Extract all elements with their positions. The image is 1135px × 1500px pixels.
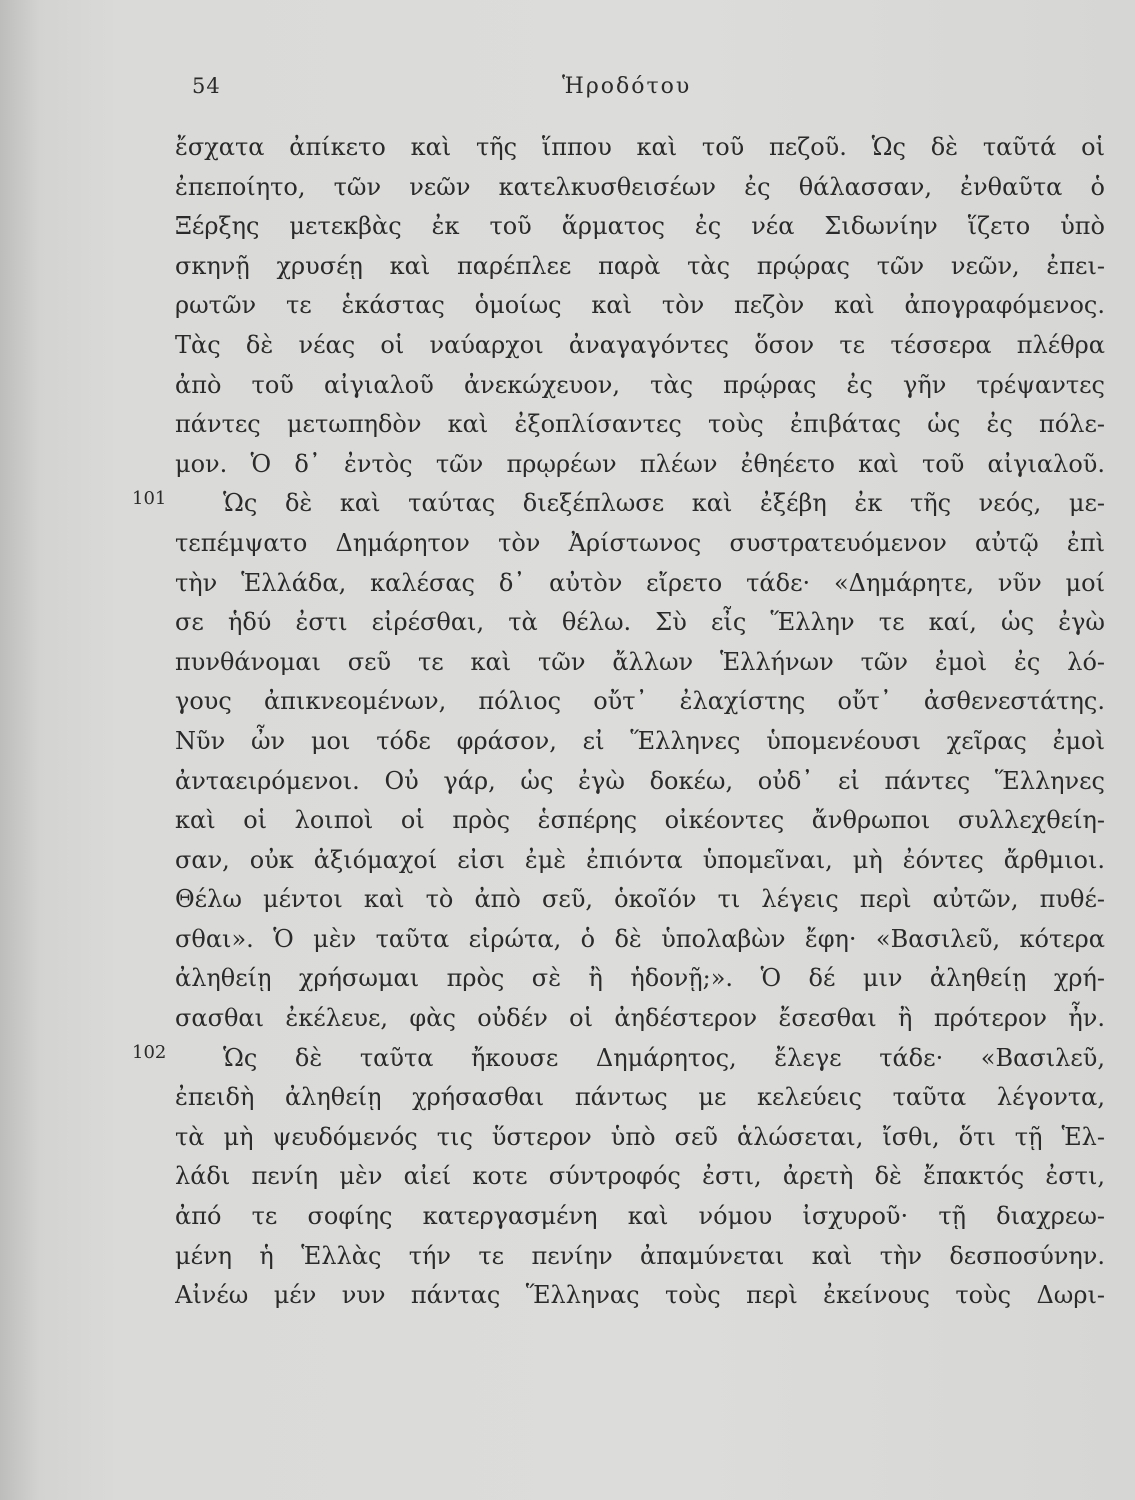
text-line: μένη ἡ Ἑλλὰς τήν τε πενίην ἀπαμύνεται καὶ τὴν δεσποσύνην.: [175, 1241, 1105, 1270]
text-line: Νῦν ὦν μοι τόδε φράσον, εἰ Ἕλληνες ὑπομενέουσι χεῖρας ἐμοὶ: [175, 726, 1105, 755]
text-line: λάδι πενίη μὲν αἰεί κοτε σύντροφός ἐστι, ἀρετὴ δὲ ἔπακτός ἐστι,: [175, 1162, 1105, 1191]
text-line: ἀληθείῃ χρήσωμαι πρὸς σὲ ἢ ἡδονῇ;». Ὁ δέ μιν ἀληθείῃ χρή-: [175, 964, 1105, 993]
text-line: σκηνῇ χρυσέῃ καὶ παρέπλεε παρὰ τὰς πρῴρας τῶν νεῶν, ἐπει-: [175, 251, 1105, 280]
text-line: ἀνταειρόμενοι. Οὐ γάρ, ὡς ἐγὼ δοκέω, οὐδ᾽ εἰ πάντες Ἕλληνες: [175, 766, 1105, 795]
text-line: σασθαι ἐκέλευε, φὰς οὐδέν οἱ ἀηδέστερον ἔσεσθαι ἢ πρότερον ἦν.: [175, 1004, 1105, 1033]
text-line: Τὰς δὲ νέας οἱ ναύαρχοι ἀναγαγόντες ὅσον τε τέσσερα πλέθρα: [175, 330, 1105, 359]
text-line: σαν, οὐκ ἀξιόμαχοί εἰσι ἐμὲ ἐπιόντα ὑπομεῖναι, μὴ ἐόντες ἄρθμιοι.: [175, 845, 1105, 874]
text-line: Ξέρξης μετεκβὰς ἐκ τοῦ ἅρματος ἐς νέα Σιδωνίην ἵζετο ὑπὸ: [175, 212, 1105, 241]
text-line: τεπέμψατο Δημάρητον τὸν Ἀρίστωνος συστρατευόμενον αὐτῷ ἐπὶ: [175, 528, 1105, 557]
text-line: σε ἡδύ ἐστι εἰρέσθαι, τὰ θέλω. Σὺ εἶς Ἕλλην τε καί, ὡς ἐγὼ: [175, 608, 1105, 637]
page-number: 54: [192, 74, 221, 98]
text-line: ἀπὸ τοῦ αἰγιαλοῦ ἀνεκώχευον, τὰς πρῴρας ἐς γῆν τρέψαντες: [175, 370, 1105, 399]
chapter-number-101: 101: [132, 488, 167, 509]
text-line: ἐπεποίητο, τῶν νεῶν κατελκυσθεισέων ἐς θάλασσαν, ἐνθαῦτα ὁ: [175, 172, 1105, 201]
text-line: τὴν Ἑλλάδα, καλέσας δ᾽ αὐτὸν εἴρετο τάδε· «Δημάρητε, νῦν μοί: [175, 568, 1105, 597]
text-line: Θέλω μέντοι καὶ τὸ ἀπὸ σεῦ, ὁκοῖόν τι λέγεις περὶ αὐτῶν, πυθέ-: [175, 885, 1105, 914]
text-line: μον. Ὁ δ᾽ ἐντὸς τῶν πρῳρέων πλέων ἐθηέετο καὶ τοῦ αἰγιαλοῦ.: [175, 449, 1105, 478]
text-line: ἐπειδὴ ἀληθείῃ χρήσασθαι πάντως με κελεύεις ταῦτα λέγοντα,: [175, 1083, 1105, 1112]
chapter-number-102: 102: [132, 1042, 167, 1063]
text-line: ἔσχατα ἀπίκετο καὶ τῆς ἵππου καὶ τοῦ πεζοῦ. Ὡς δὲ ταῦτά οἱ: [175, 133, 1105, 161]
page-header: [0, 68, 1135, 108]
text-line: σθαι». Ὁ μὲν ταῦτα εἰρώτα, ὁ δὲ ὑπολαβὼν ἔφη· «Βασιλεῦ, κότερα: [175, 924, 1105, 953]
text-line: ἀπό τε σοφίης κατεργασμένη καὶ νόμου ἰσχυροῦ· τῇ διαχρεω-: [175, 1202, 1105, 1231]
text-line: ρωτῶν τε ἑκάστας ὁμοίως καὶ τὸν πεζὸν καὶ ἀπογραφόμενος.: [175, 291, 1105, 320]
text-line: πάντες μετωπηδὸν καὶ ἐξοπλίσαντες τοὺς ἐπιβάτας ὡς ἐς πόλε-: [175, 410, 1105, 439]
text-line: πυνθάνομαι σεῦ τε καὶ τῶν ἄλλων Ἑλλήνων τῶν ἐμοὶ ἐς λό-: [175, 647, 1105, 676]
running-title: Ἡροδότου: [562, 74, 692, 99]
text-line: γους ἀπικνεομένων, πόλιος οὔτ᾽ ἐλαχίστης οὔτ᾽ ἀσθενεστάτης.: [175, 687, 1105, 716]
text-line: καὶ οἱ λοιποὶ οἱ πρὸς ἑσπέρης οἰκέοντες ἄνθρωποι συλλεχθείη-: [175, 806, 1105, 835]
body-text: [175, 128, 1105, 1316]
text-line: Ὡς δὲ καὶ ταύτας διεξέπλωσε καὶ ἐξέβη ἐκ τῆς νεός, με-: [223, 489, 1105, 518]
text-line: Ὡς δὲ ταῦτα ἤκουσε Δημάρητος, ἔλεγε τάδε· «Βασιλεῦ,: [223, 1043, 1105, 1072]
text-line: Αἰνέω μέν νυν πάντας Ἕλληνας τοὺς περὶ ἐκείνους τοὺς Δωρι-: [175, 1281, 1105, 1310]
text-line: τὰ μὴ ψευδόμενός τις ὕστερον ὑπὸ σεῦ ἁλώσεται, ἴσθι, ὅτι τῇ Ἑλ-: [175, 1122, 1105, 1151]
